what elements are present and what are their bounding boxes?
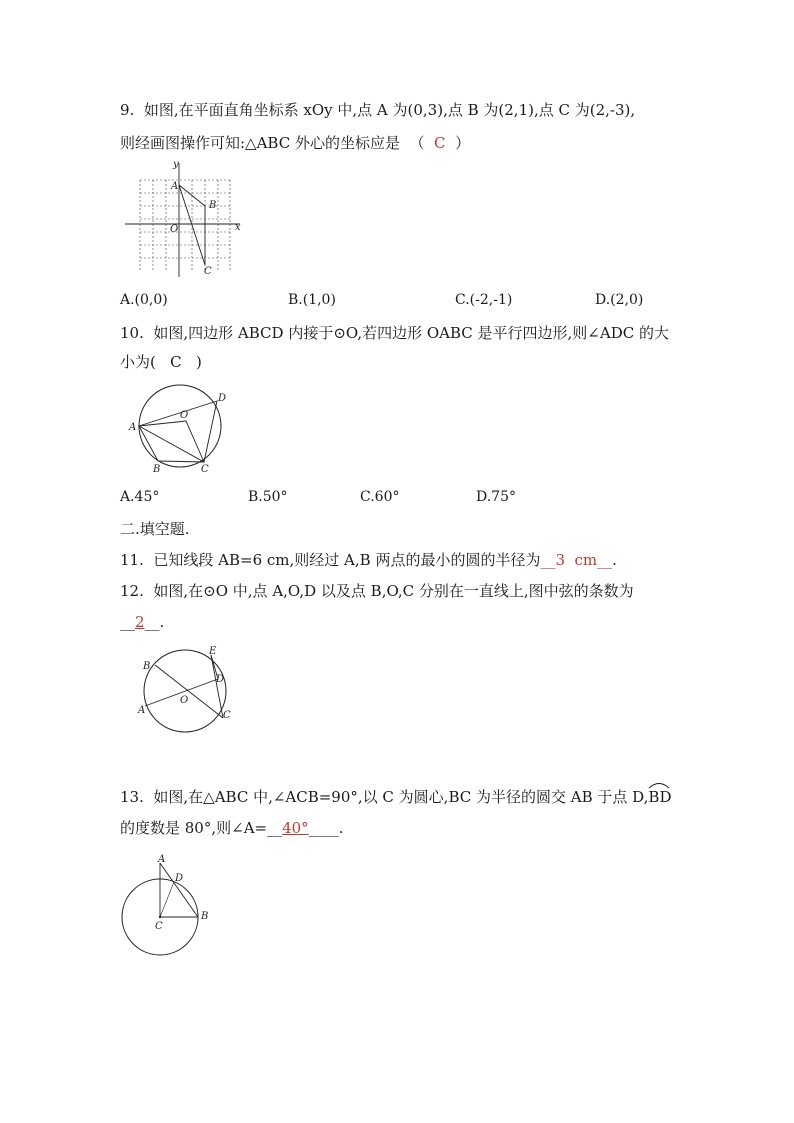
- q9-option-a: A.(0,0): [120, 292, 168, 308]
- q11-answer: __3 cm__: [540, 551, 613, 569]
- q13-label-C: C: [155, 921, 163, 932]
- q12-answer: 2: [135, 613, 145, 631]
- q9-grid-figure: [120, 160, 250, 280]
- q10-circle-figure: [125, 385, 235, 480]
- q10-label-O: O: [180, 410, 189, 421]
- q10-label-B: B: [153, 464, 161, 475]
- q13-line2: [120, 818, 343, 838]
- q12-label-E: E: [209, 646, 217, 657]
- q9-label-A: A: [171, 181, 179, 192]
- q12-line1: 12. 如图,在⊙O 中,点 A,O,D 以及点 B,O,C 分别在一直线上,图中弦的条数为: [120, 582, 634, 600]
- q9-option-d: D.(2,0): [595, 292, 644, 308]
- q10-option-a: A.45°: [120, 489, 160, 505]
- q13-arc-mark: [648, 781, 670, 789]
- q13-label-B: B: [201, 911, 209, 922]
- q13-circle-figure: [120, 855, 220, 960]
- q12-label-O: O: [180, 695, 189, 706]
- q9-option-b: B.(1,0): [288, 292, 336, 308]
- q13-line1: [120, 787, 671, 807]
- q9-label-B: B: [209, 200, 217, 211]
- q13-line1-prefix: 13. 如图,在△ABC 中,∠ACB=90°,以 C 为圆心,BC 为半径的圆交 AB 于点 D,: [120, 788, 649, 806]
- q11-line: [120, 550, 617, 570]
- q13-arc-label: BD: [648, 787, 671, 807]
- q10-label-A: A: [129, 422, 137, 433]
- q10-line2: [120, 352, 202, 372]
- q9-line2-prefix: 则经画图操作可知:△ABC 外心的坐标应是 （: [120, 134, 435, 152]
- q10-option-c: C.60°: [360, 489, 400, 505]
- q9-label-O: O: [170, 224, 179, 235]
- q13-label-A: A: [158, 854, 166, 865]
- q9-option-c: C.(-2,-1): [455, 292, 513, 308]
- q13-answer: 40°: [282, 819, 309, 837]
- q9-line1: 9. 如图,在平面直角坐标系 xOy 中,点 A 为(0,3),点 B 为(2,1),点 C 为(2,-3),: [120, 101, 636, 119]
- q9-label-y: y: [173, 159, 179, 170]
- q12-label-A: A: [138, 705, 146, 716]
- q10-line1: 10. 如图,四边形 ABCD 内接于⊙O,若四边形 OABC 是平行四边形,则∠ADC 的大: [120, 324, 669, 342]
- q11-suffix: .: [612, 551, 617, 569]
- q12-blank-post: __.: [144, 613, 165, 631]
- q10-line2-suffix: ): [181, 353, 202, 371]
- q10-option-b: B.50°: [248, 489, 288, 505]
- q12-label-C: C: [223, 710, 231, 721]
- q10-line2-prefix: 小为(: [120, 353, 171, 371]
- q10-answer: C: [170, 353, 182, 371]
- q12-label-D: D: [216, 674, 225, 685]
- q12-circle-figure: [135, 645, 245, 735]
- q9-label-C: C: [204, 266, 212, 277]
- q10-label-D: D: [218, 393, 227, 404]
- q13-label-D: D: [175, 873, 184, 884]
- q9-line2: [120, 133, 470, 153]
- q13-blank-post: ____.: [308, 819, 344, 837]
- q10-label-C: C: [201, 464, 209, 475]
- q12-line2: [120, 612, 164, 632]
- q9-label-x: x: [235, 222, 241, 233]
- q13-line2-prefix: 的度数是 80°,则∠A=: [120, 819, 268, 837]
- q9-line2-suffix: ）: [445, 134, 471, 152]
- q12-blank-pre: __: [120, 613, 135, 631]
- q9-answer: C: [434, 134, 446, 152]
- section-heading: 二.填空题.: [120, 520, 190, 538]
- q11-prefix: 11. 已知线段 AB=6 cm,则经过 A,B 两点的最小的圆的半径为: [120, 551, 541, 569]
- q10-option-d: D.75°: [476, 489, 516, 505]
- q13-blank-pre: __: [267, 819, 283, 837]
- q12-label-B: B: [143, 661, 151, 672]
